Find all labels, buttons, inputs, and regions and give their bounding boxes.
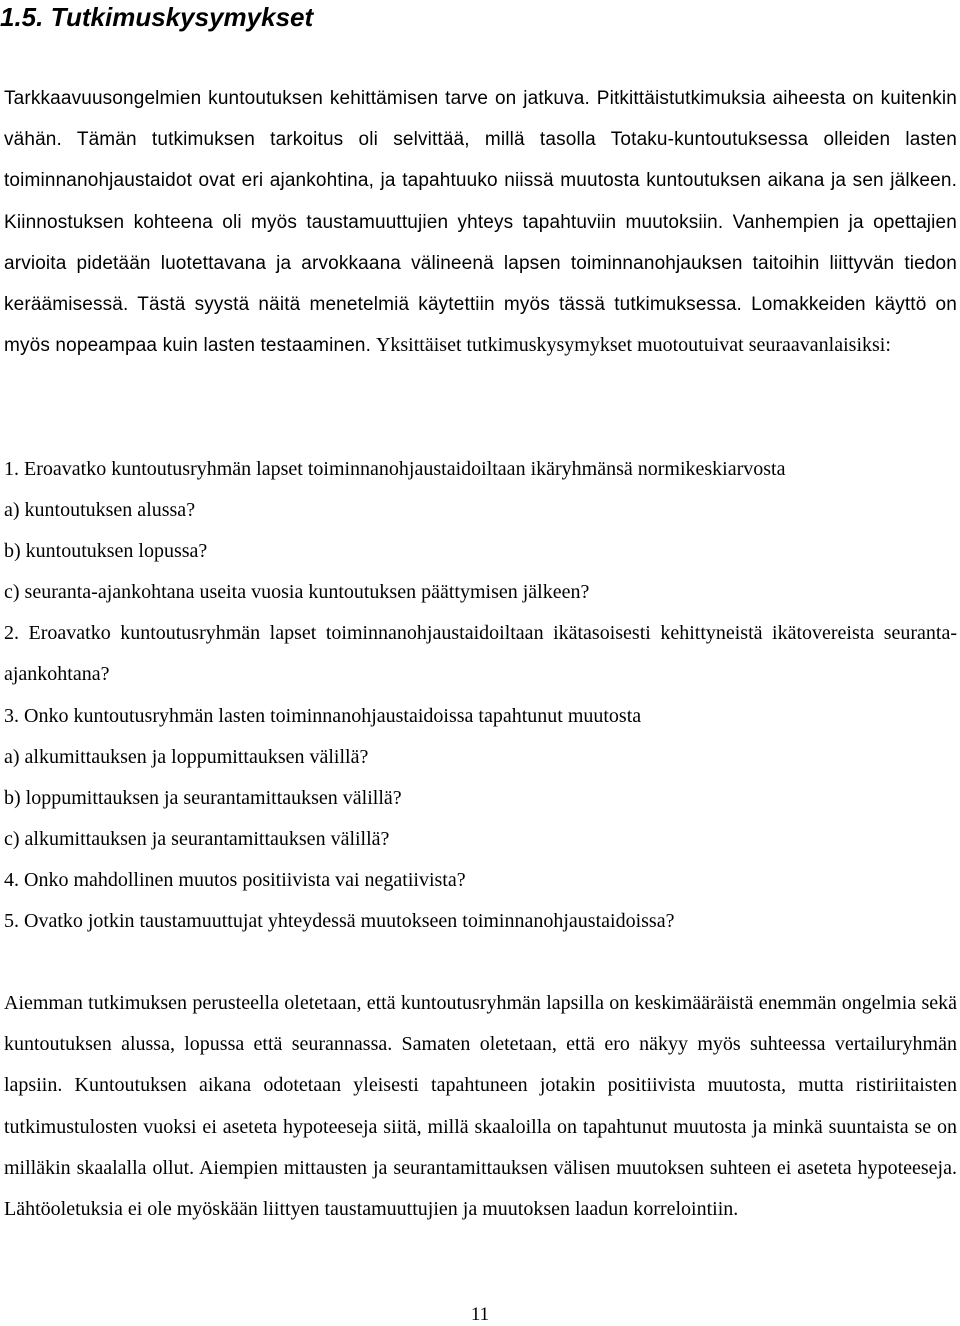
research-questions: [4, 449, 957, 942]
question-4: 4. Onko mahdollinen muutos positiivista vai negatiivista?: [4, 868, 466, 891]
question-3a: a) alkumittauksen ja loppumittauksen välillä?: [4, 745, 369, 768]
question-1c: c) seuranta-ajankohtana useita vuosia kuntoutuksen päättymisen jälkeen?: [4, 581, 590, 604]
question-1b: b) kuntoutuksen lopussa?: [4, 540, 208, 563]
question-1: 1. Eroavatko kuntoutusryhmän lapset toiminnanohjaustaidoiltaan ikäryhmänsä normikeskiarvosta: [4, 458, 786, 480]
hypothesis-paragraph-tail: Samaten oletetaan, että ero näkyy myös suhteessa vertailuryhmän lapsiin. Kuntoutuksen aikana odotetaan yleisesti tapahtuneen jotakin positiivista muutosta, mutta ristiriitaisten tutkimustulosten vuoksi ei aseteta hypoteeseja siitä, millä skaaloilla on tapahtunut muutosta ja minkä suuntaista se on milläkin skaalalla ollut. Aiempien mittausten ja seurantamittauksen välisen muutoksen suhteen ei aseteta hypoteeseja. Lähtöoletuksia ei ole myöskään liittyen taustamuuttujien ja muutoksen laadun korrelointiin.: [4, 1033, 957, 1221]
question-2: 2. Eroavatko kuntoutusryhmän lapset toiminnanohjaustaidoiltaan ikätasoisesti kehittyneistä ikätovereista seuranta-ajankohtana?: [4, 622, 957, 686]
question-3: 3. Onko kuntoutusryhmän lasten toiminnanohjaustaidoissa tapahtunut muutosta: [4, 704, 642, 727]
question-1a: a) kuntoutuksen alussa?: [4, 499, 196, 522]
intro-paragraph-tail: Yksittäiset tutkimuskysymykset muotoutuivat seuraavanlaisiksi:: [375, 334, 891, 357]
intro-paragraph: [4, 78, 957, 366]
intro-paragraph-text: Tarkkaavuusongelmien kuntoutuksen kehittämisen tarve on jatkuva. Pitkittäistutkimuksia aiheesta on kuitenkin vähän. Tämän tutkimuksen tarkoitus oli selvittää, millä tasolla Totaku-kuntoutuksessa olleiden lasten toiminnanohjaustaidot ovat eri ajankohtina, ja tapahtuuko niissä muutosta kuntoutuksen aikana ja sen jälkeen. Kiinnostuksen kohteena oli myös taustamuuttujien yhteys tapahtuviin muutoksiin. Vanhempien ja opettajien arvioita pidetään luotettavana ja arvokkaana välineenä lapsen toiminnanohjauksen taitoihin liittyvän tiedon keräämisessä. Tästä syystä näitä menetelmiä käytettiin myös tässä tutkimuksessa. Lomakkeiden käyttö on myös nopeampaa kuin lasten testaaminen.: [4, 88, 957, 357]
question-5: 5. Ovatko jotkin taustamuuttujat yhteydessä muutokseen toiminnanohjaustaidoissa?: [4, 910, 675, 933]
page-number: 11: [470, 1304, 490, 1325]
hypothesis-paragraph-text: Aiemman tutkimuksen perusteella oletetaan, että kuntoutusryhmän lapsilla on keskimääräistä enemmän ongelmia sekä kuntoutuksen alussa, lopussa että seurannassa.: [4, 992, 957, 1056]
hypothesis-paragraph: [4, 983, 957, 1230]
section-heading: 1.5. Tutkimuskysymykset: [0, 2, 314, 32]
question-3b: b) loppumittauksen ja seurantamittauksen välillä?: [4, 786, 402, 809]
question-3c: c) alkumittauksen ja seurantamittauksen välillä?: [4, 827, 390, 850]
